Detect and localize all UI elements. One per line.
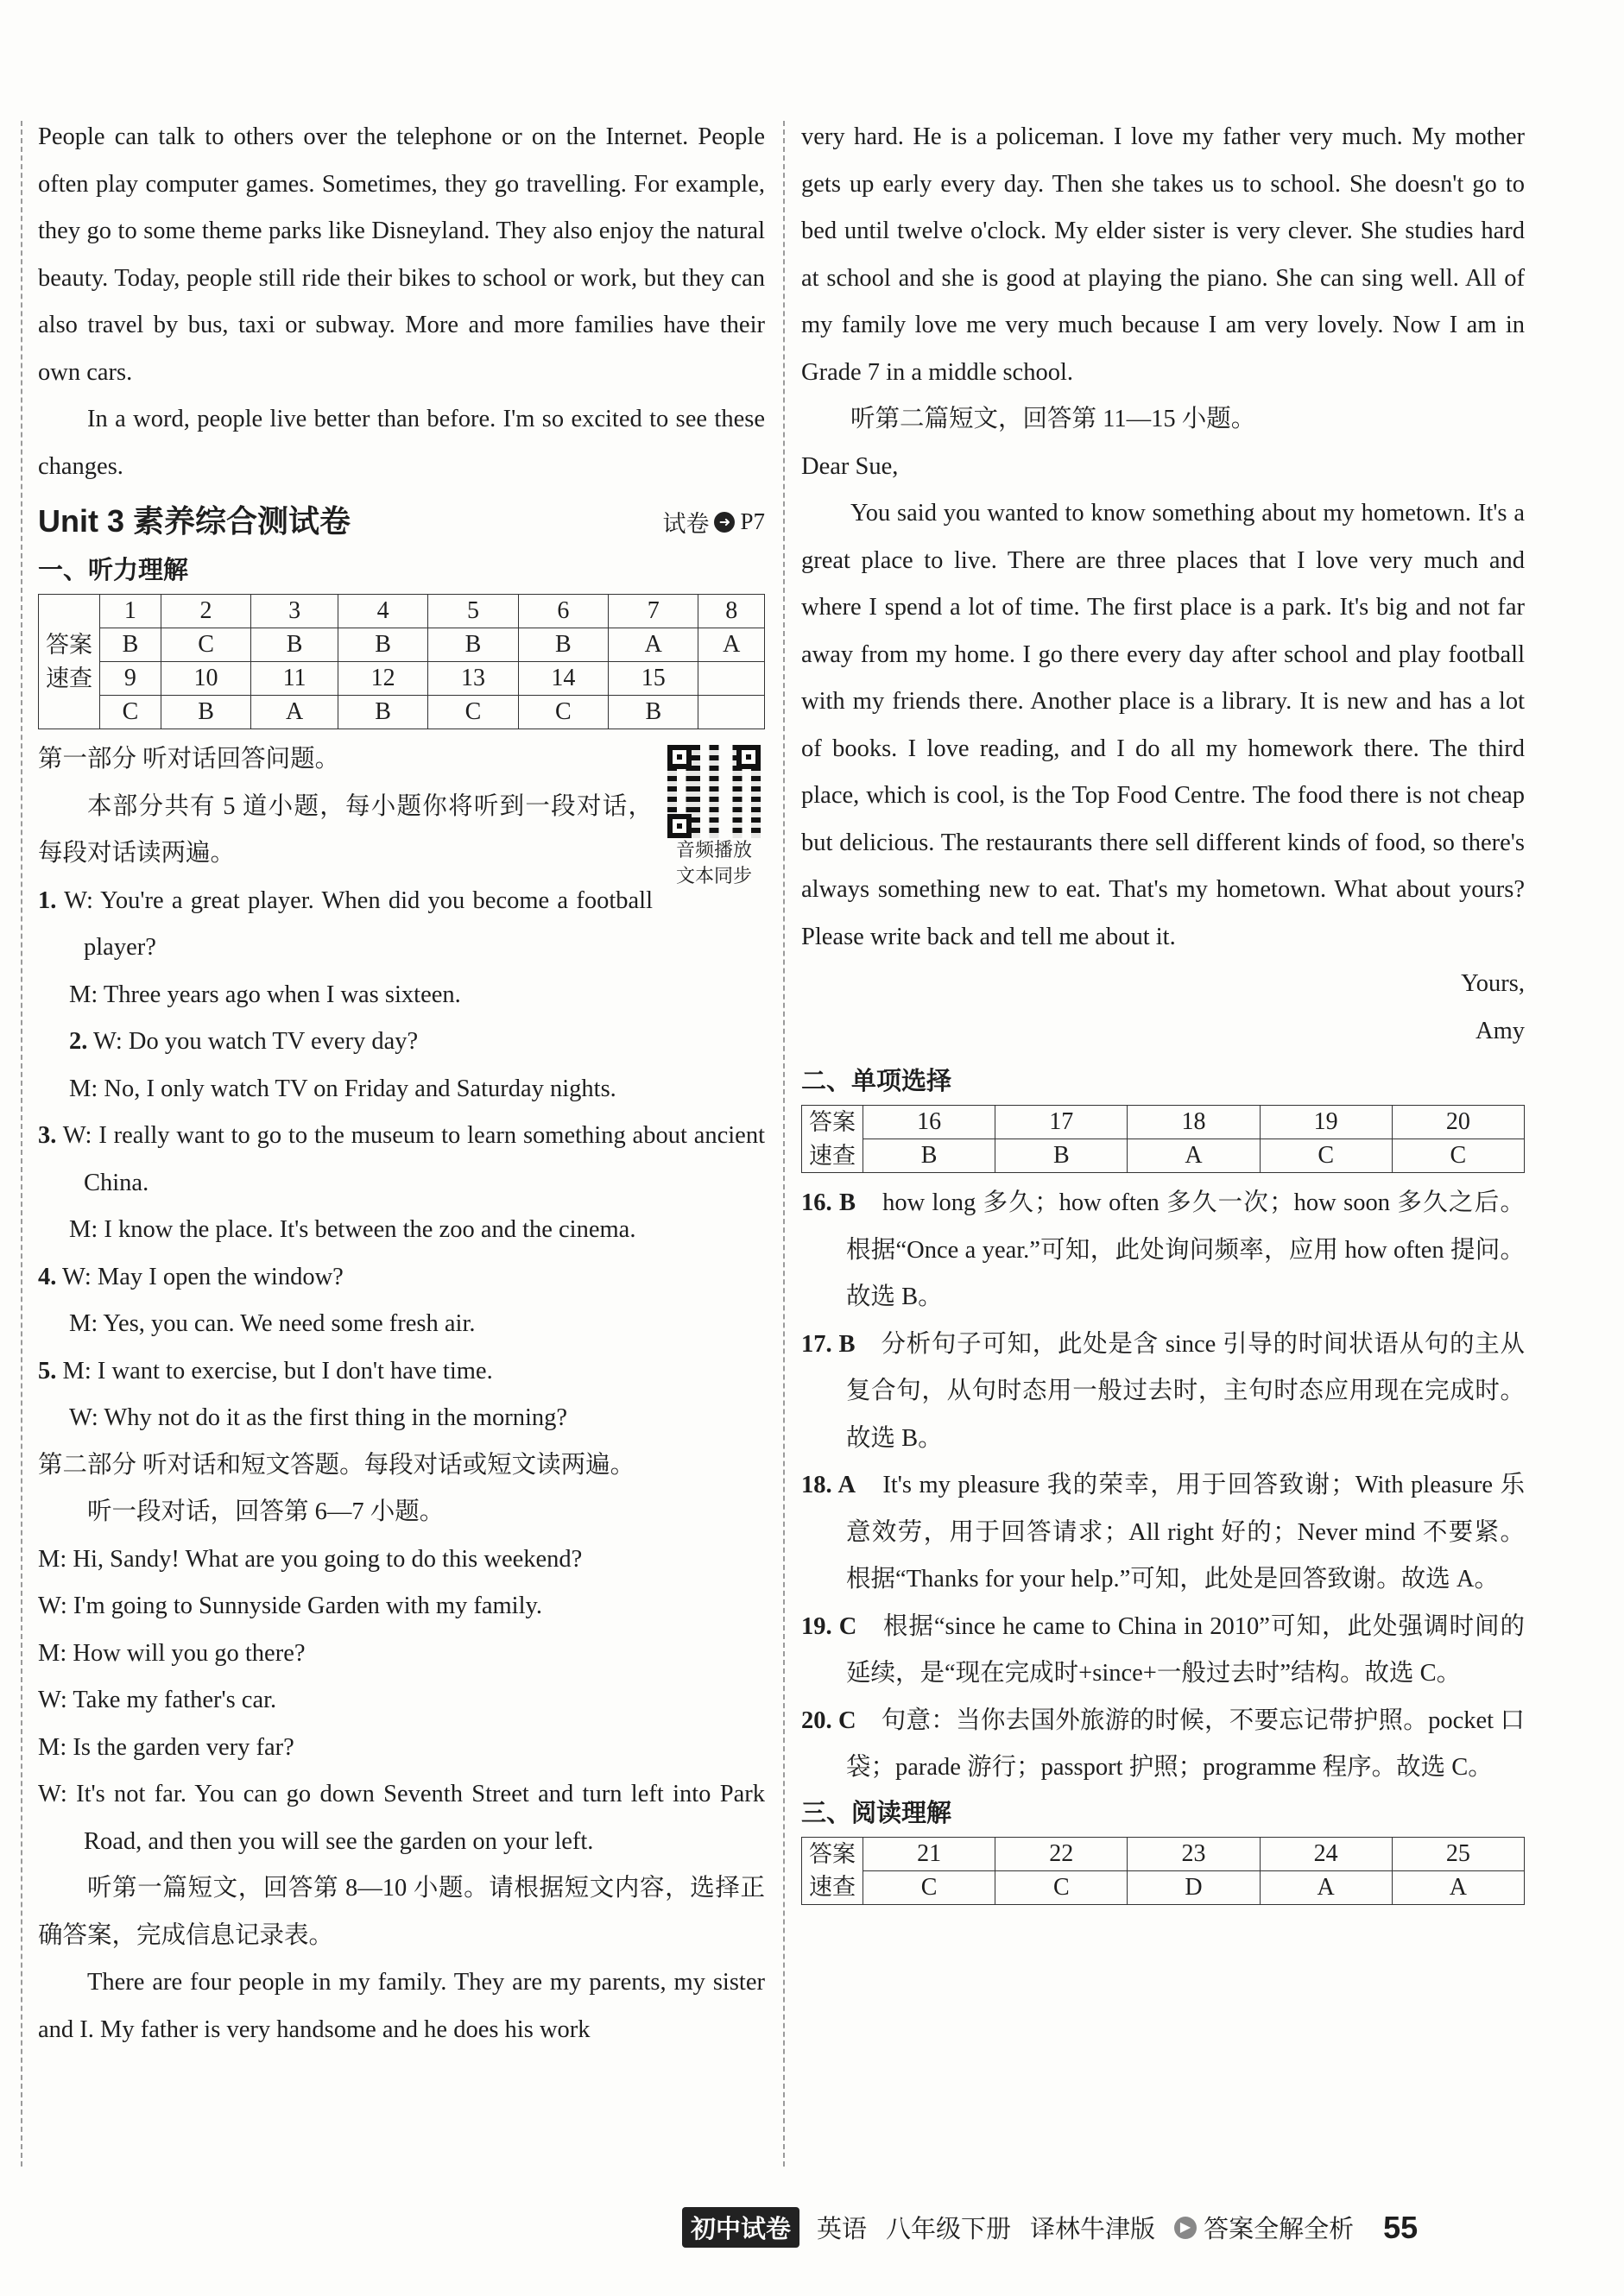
table-label-top: 答案	[39, 628, 100, 662]
passage1-continued: very hard. He is a policeman. I love my father very much. My mother gets up early every day. Then she takes us to school. She doesn't go to bed until twelve o'clock. My elder sister is very clever. She studies hard at school and she is good at playing the piano. She can sing well. All of my family love me very much because I am very lovely. Now I am in Grade 7 in a middle school.	[801, 123, 1525, 386]
table-row: C B A B C C B	[39, 696, 765, 729]
explanation-item: 18. A It's my pleasure 我的荣幸，用于回答致谢；With pleasure 乐意效劳，用于回答请求；All right 好的；Never mind 不要紧。根据“Thanks for your help.”可知，此处是回答致谢。故选 A。	[801, 1472, 1525, 1593]
answer-table-reading	[801, 1837, 1525, 1905]
letter-closing: Yours,	[1461, 970, 1525, 997]
table-row: 答案 16 17 18 19 20	[802, 1106, 1525, 1139]
passage2-intro: 听第二篇短文，回答第 11—15 小题。	[850, 406, 1256, 432]
conversation-line: M: Hi, Sandy! What are you going to do this weekend?	[38, 1545, 583, 1573]
table-label-top: 答案	[802, 1837, 863, 1870]
table-label-bottom: 速查	[802, 1139, 863, 1173]
dialogue-line: 2. W: Do you watch TV every day?	[69, 1028, 419, 1055]
intro-paragraph-1: People can talk to others over the telephone or on the Internet. People often play computer games. Sometimes, they go travelling. For example, they go to some theme parks like Disneyland. They also enjoy the natural beauty. Today, people still ride their bikes to school or work, but they can also travel by bus, taxi or subway. More and more families have their own cars.	[38, 123, 765, 386]
part1-description: 本部分共有 5 道小题，每小题你将听到一段对话，每段对话读两遍。	[38, 792, 653, 867]
dialogue-line: M: Yes, you can. We need some fresh air.	[69, 1310, 476, 1337]
table-row: 速查 B B A C C	[802, 1139, 1525, 1173]
right-column	[801, 114, 1525, 1912]
section-3-title: 三、阅读理解	[801, 1799, 952, 1827]
section-1-title: 一、听力理解	[38, 557, 189, 584]
conversation-line: M: Is the garden very far?	[38, 1733, 294, 1761]
dialogue-line: 4. W: May I open the window?	[38, 1263, 344, 1290]
conversation-line: M: How will you go there?	[38, 1639, 306, 1667]
page-footer	[682, 2207, 1418, 2248]
unit-ref-label: 试卷	[662, 511, 710, 537]
arrow-right-icon: ➜	[714, 512, 735, 533]
table-label-top: 答案	[802, 1106, 863, 1139]
table-row: 答案 21 22 23 24 25	[802, 1837, 1525, 1870]
unit-ref-page: P7	[740, 508, 765, 534]
conversation-line: W: Take my father's car.	[38, 1687, 277, 1713]
part1-block	[38, 736, 765, 972]
explanation-item: 17. B 分析句子可知，此处是含 since 引导的时间状语从句的主从复合句，从句时态用一般过去时，主句时态应用现在完成时。故选 B。	[801, 1330, 1525, 1452]
dialogue-line: M: No, I only watch TV on Friday and Saturday nights.	[69, 1075, 616, 1102]
part2-subtitle: 听一段对话，回答第 6—7 小题。	[87, 1498, 445, 1525]
footer-subject: 英语	[817, 2216, 868, 2243]
part1-title: 第一部分 听对话回答问题。	[38, 746, 340, 773]
passage1-intro: 听第一篇短文，回答第 8—10 小题。请根据短文内容，选择正确答案，完成信息记录表。	[38, 1875, 765, 1949]
qr-code-block[interactable]	[663, 745, 765, 890]
dialogue-line: 5. M: I want to exercise, but I don't have time.	[38, 1357, 493, 1385]
footer-brand: 初中试卷	[682, 2207, 799, 2248]
dialogue-line: 1. W: You're a great player. When did you become a football player?	[38, 886, 653, 961]
conversation-line: W: I'm going to Sunnyside Garden with my family.	[38, 1593, 543, 1619]
dialogue-line: M: Three years ago when I was sixteen.	[69, 981, 461, 1008]
dialogue-line: 3. W: I really want to go to the museum to learn something about ancient China.	[38, 1122, 765, 1196]
explanation-item: 16. B how long 多久；how often 多久一次；how soon 多久之后。根据“Once a year.”可知，此处询问频率，应用 how often 提问。故选 B。	[801, 1189, 1525, 1310]
unit-header	[38, 497, 765, 549]
passage1-start: There are four people in my family. They are my parents, my sister and I. My father is very handsome and he does his work	[38, 1969, 765, 2043]
table-row: 答案 B C B B B B A A	[39, 628, 765, 662]
section-2-title: 二、单项选择	[801, 1068, 952, 1095]
unit-title: Unit 3 素养综合测试卷	[38, 503, 351, 539]
answer-table-listening	[38, 594, 765, 729]
qr-caption-2: 文本同步	[675, 866, 752, 887]
explanation-item: 19. C 根据“since he came to China in 2010”可知，此处强调时间的延续，是“现在完成时+since+一般过去时”结构。故选 C。	[801, 1612, 1525, 1687]
letter-body: You said you wanted to know something about my hometown. It's a great place to live. There are three places that I love very much and where I spend a lot of time. The first place is a park. It's big and not far away from my home. I go there every day after school and play football with my friends there. Another place is a library. It is new and has a lot of books. I love reading, and I do all my homework there. The third place, which is cool, is the Top Food Centre. The food there is not cheap but delicious. The restaurants there sell different kinds of food, so there's always something new to eat. That's my hometown. What about yours? Please write back and tell me about it.	[801, 500, 1525, 950]
dialogue-line: W: Why not do it as the first thing in the morning?	[69, 1404, 568, 1431]
page-number: 55	[1383, 2209, 1419, 2245]
table-row: 1 2 3 4 5 6 7 8	[39, 595, 765, 628]
dialogue-line: M: I know the place. It's between the zoo and the cinema.	[69, 1216, 636, 1243]
binding-edge-line	[21, 121, 22, 2167]
letter-greeting: Dear Sue,	[801, 452, 899, 480]
play-icon: ▶	[1174, 2217, 1197, 2239]
footer-grade: 八年级下册	[886, 2216, 1012, 2243]
intro-paragraph-2: In a word, people live better than before. I'm so excited to see these changes.	[38, 406, 765, 480]
qr-code-icon[interactable]	[667, 745, 761, 838]
table-label-bottom: 速查	[39, 662, 100, 696]
unit-reference	[662, 505, 765, 539]
letter-signature: Amy	[1476, 1017, 1525, 1044]
part2-title: 第二部分 听对话和短文答题。每段对话或短文读两遍。	[38, 1451, 635, 1479]
footer-edition: 译林牛津版	[1030, 2216, 1156, 2243]
table-row: 速查 9 10 11 12 13 14 15	[39, 662, 765, 696]
explanation-item: 20. C 句意：当你去国外旅游的时候，不要忘记带护照。pocket 口袋；parade 游行；passport 护照；programme 程序。故选 C。	[801, 1706, 1525, 1781]
left-column	[38, 114, 765, 2053]
table-label-bottom: 速查	[802, 1870, 863, 1904]
answer-table-choice	[801, 1105, 1525, 1173]
table-row: 速查 C C D A A	[802, 1870, 1525, 1904]
conversation-line: W: It's not far. You can go down Seventh Street and turn left into Park Road, and then you will see the garden on your left.	[38, 1781, 765, 1855]
qr-caption-1: 音频播放	[675, 840, 752, 861]
column-divider	[783, 121, 785, 2167]
footer-tag: 答案全解全析	[1204, 2216, 1355, 2243]
